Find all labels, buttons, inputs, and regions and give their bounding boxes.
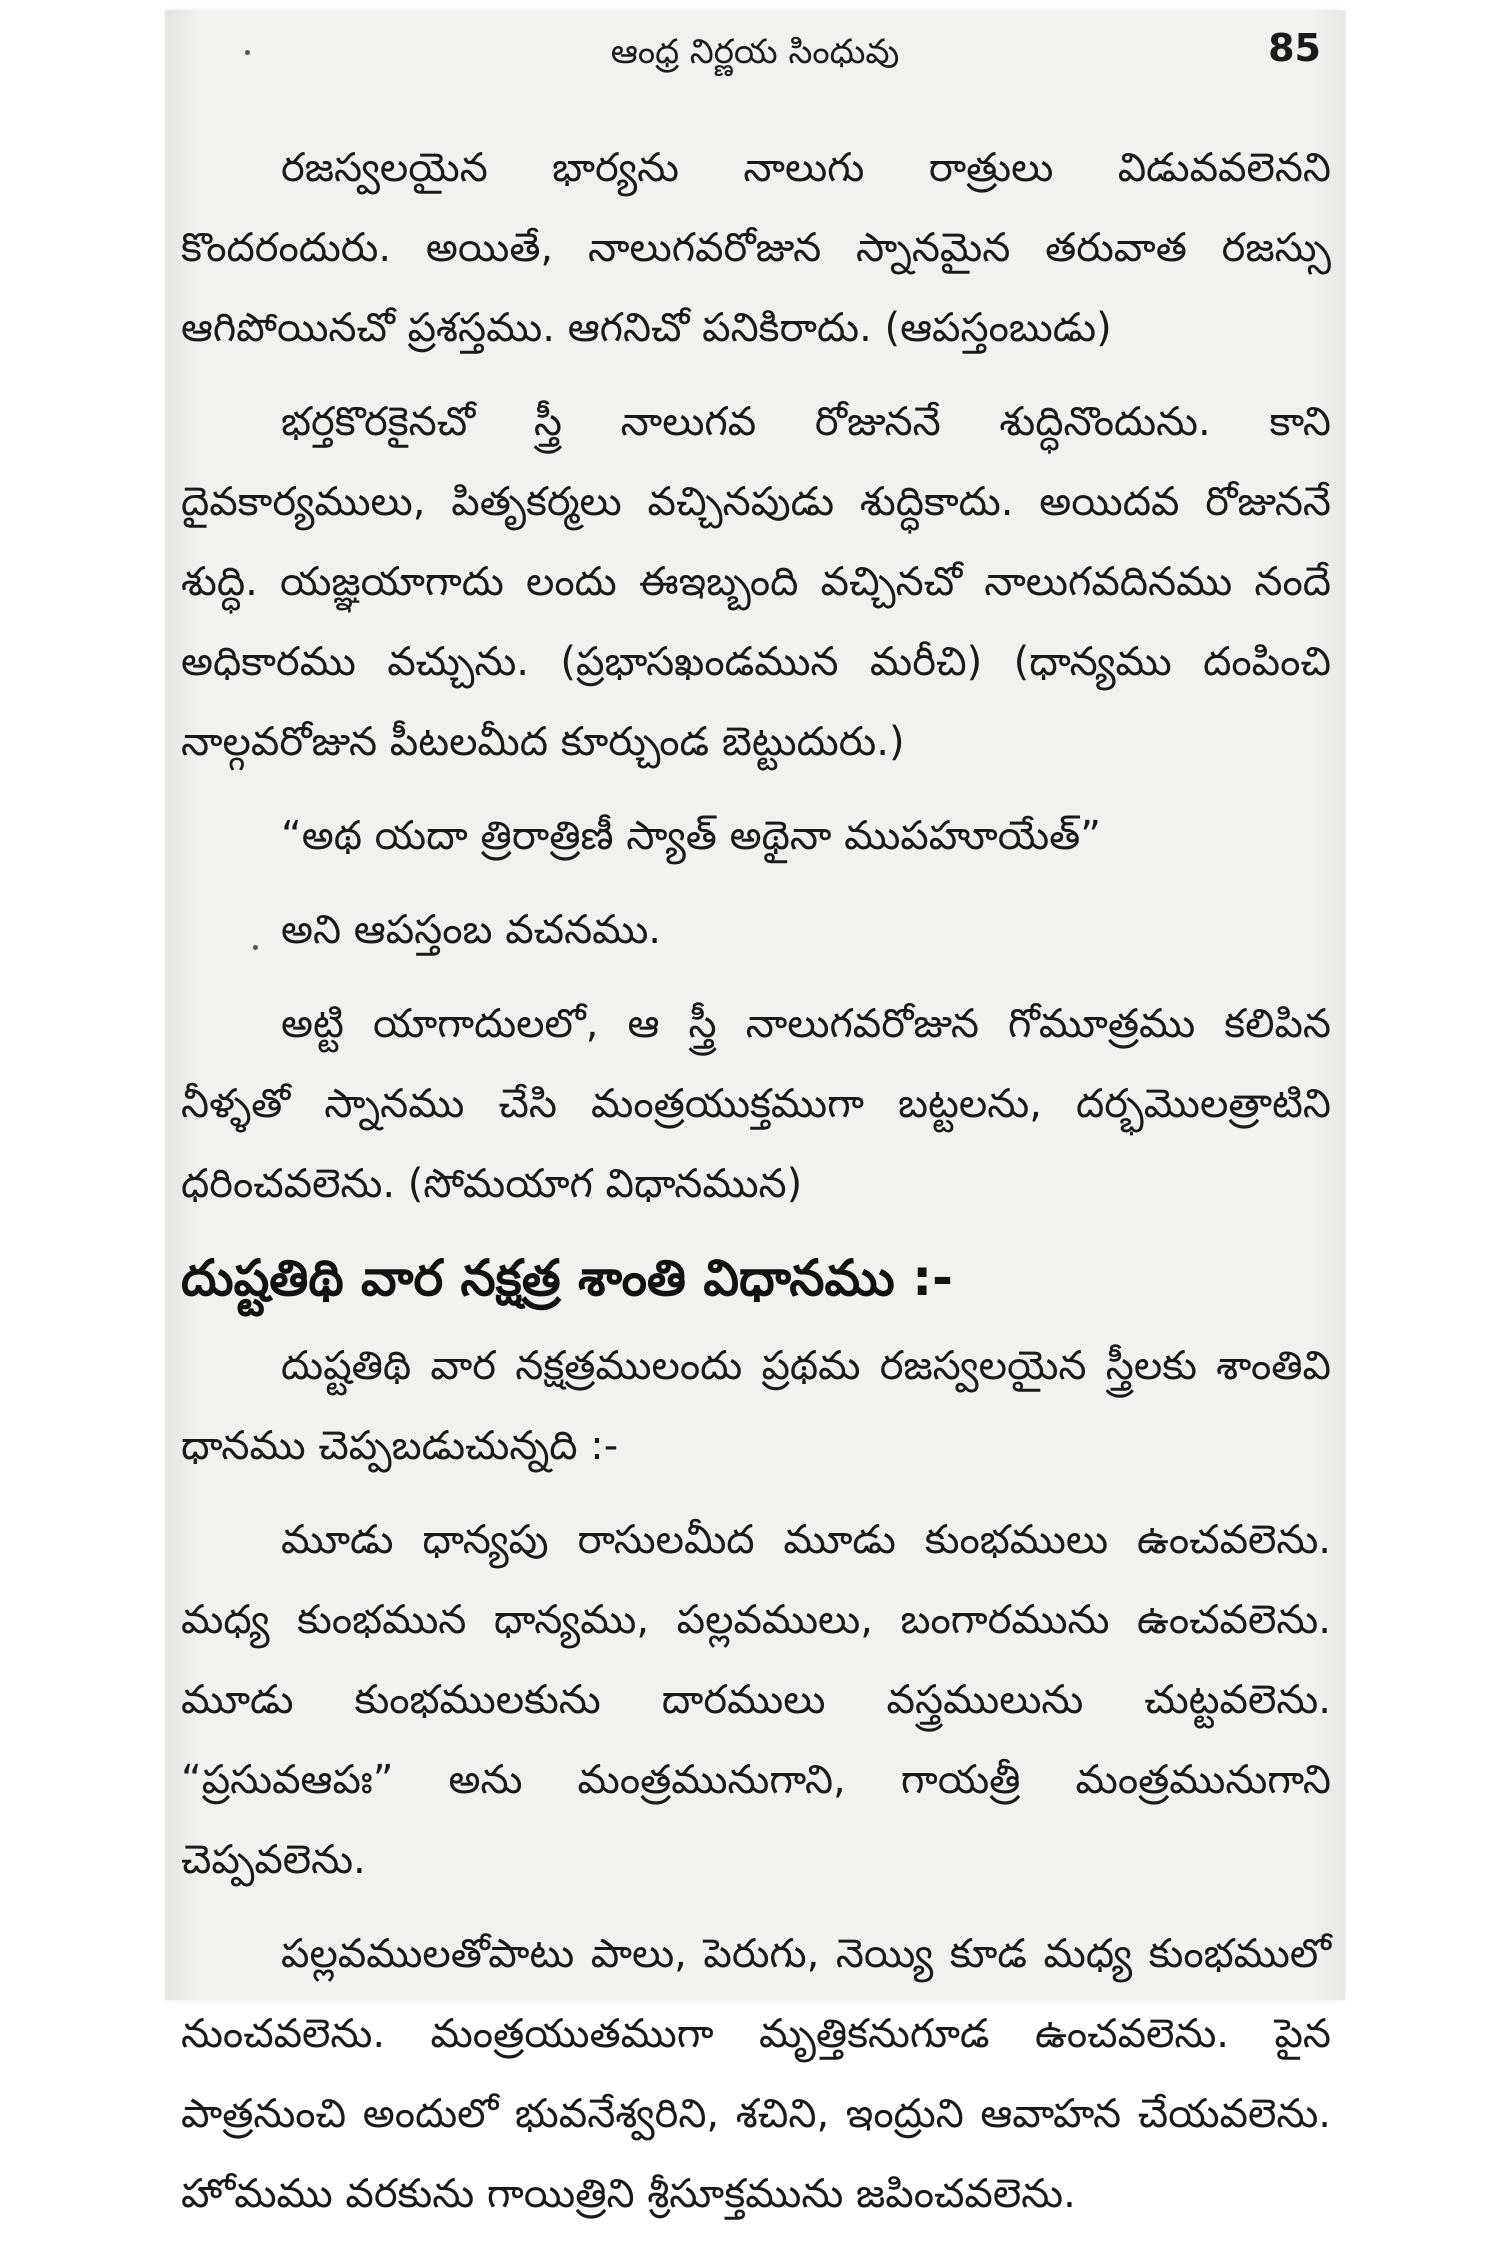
book-page xyxy=(165,10,1345,2217)
paragraph-4: అట్టి యాగాదులలో, ఆ స్త్రీ నాలుగవరోజున గోమూత్రము కలిపిన నీళ్ళతో స్నానము చేసి మంత్రయుక్తముగా బట్టలను, దర్భమొలత్రాటిని ధరించవలెను. (సోమయాగ విధానమున) xyxy=(181,1001,1331,1207)
page-number: 85 xyxy=(1268,26,1321,70)
page-header xyxy=(165,22,1345,92)
paragraph-7: పల్లవములతోపాటు పాలు, పెరుగు, నెయ్యి కూడ మధ్య కుంభములో నుంచవలెను. మంత్రయుతముగా మృత్తికనుగూడ ఉంచవలెను. పైన పాత్రనుంచి అందులో భువనేశ్వరిని, శచిని, ఇంద్రుని ఆవాహన చేయవలెను. హోమము వరకును గాయిత్రిని శ్రీసూక్తమును జపించవలెను. xyxy=(181,1931,1331,2217)
sanskrit-quote: “అథ యదా త్రిరాత్రిణీ స్యాత్ అథైనా ముపహూయేత్” xyxy=(281,813,1102,859)
paragraph-6: మూడు ధాన్యపు రాసులమీద మూడు కుంభములు ఉంచవలెను. మధ్య కుంభమున ధాన్యము, పల్లవములు, బంగారమును ఉంచవలెను. మూడు కుంభములకును దారములు వస్త్రములును చుట్టవలెను. “ప్రసువఆపః” అను మంత్రమునుగాని, గాయత్రీ మంత్రమునుగాని చెప్పవలెను. xyxy=(181,1517,1331,1883)
running-title: ఆంధ్ర నిర్ణయ సింధువు xyxy=(610,32,900,72)
paragraph-1: రజస్వలయైన భార్యను నాలుగు రాత్రులు విడువవలెనని కొందరందురు. అయితే, నాలుగవరోజున స్నానమైన తరువాత రజస్సు ఆగిపోయినచో ప్రశస్తము. ఆగనిచో పనికిరాదు. (ఆపస్తంబుడు) xyxy=(181,145,1331,351)
paragraph-5: దుష్టతిథి వార నక్షత్రములందు ప్రథమ రజస్వలయైన స్త్రీలకు శాంతివి ధానము చెప్పబడుచున్నది :- xyxy=(181,1343,1331,1469)
scan-speck xyxy=(253,945,258,950)
section-heading: దుష్టతిథి వార నక్షత్ర శాంతి విధానము :- xyxy=(181,1249,953,1307)
paragraph-2: భర్తకొరకైనచో స్త్రీ నాలుగవ రోజుననే శుద్ధినొందును. కాని దైవకార్యములు, పితృకర్మలు వచ్చినపుడు శుద్ధికాదు. అయిదవ రోజుననే శుద్ధి. యజ్ఞయాగాదు లందు ఈఇబ్బంది వచ్చినచో నాలుగవదినము నందే అధికారము వచ్చును. (ప్రభాసఖండమున మరీచి) (ధాన్యము దంపించి నాల్గవరోజున పీటలమీద కూర్చుండ బెట్టుదురు.) xyxy=(181,399,1331,765)
scan-speck xyxy=(245,50,250,55)
page-body xyxy=(181,128,1331,2248)
paragraph-3: అని ఆపస్తంబ వచనము. xyxy=(281,907,662,953)
